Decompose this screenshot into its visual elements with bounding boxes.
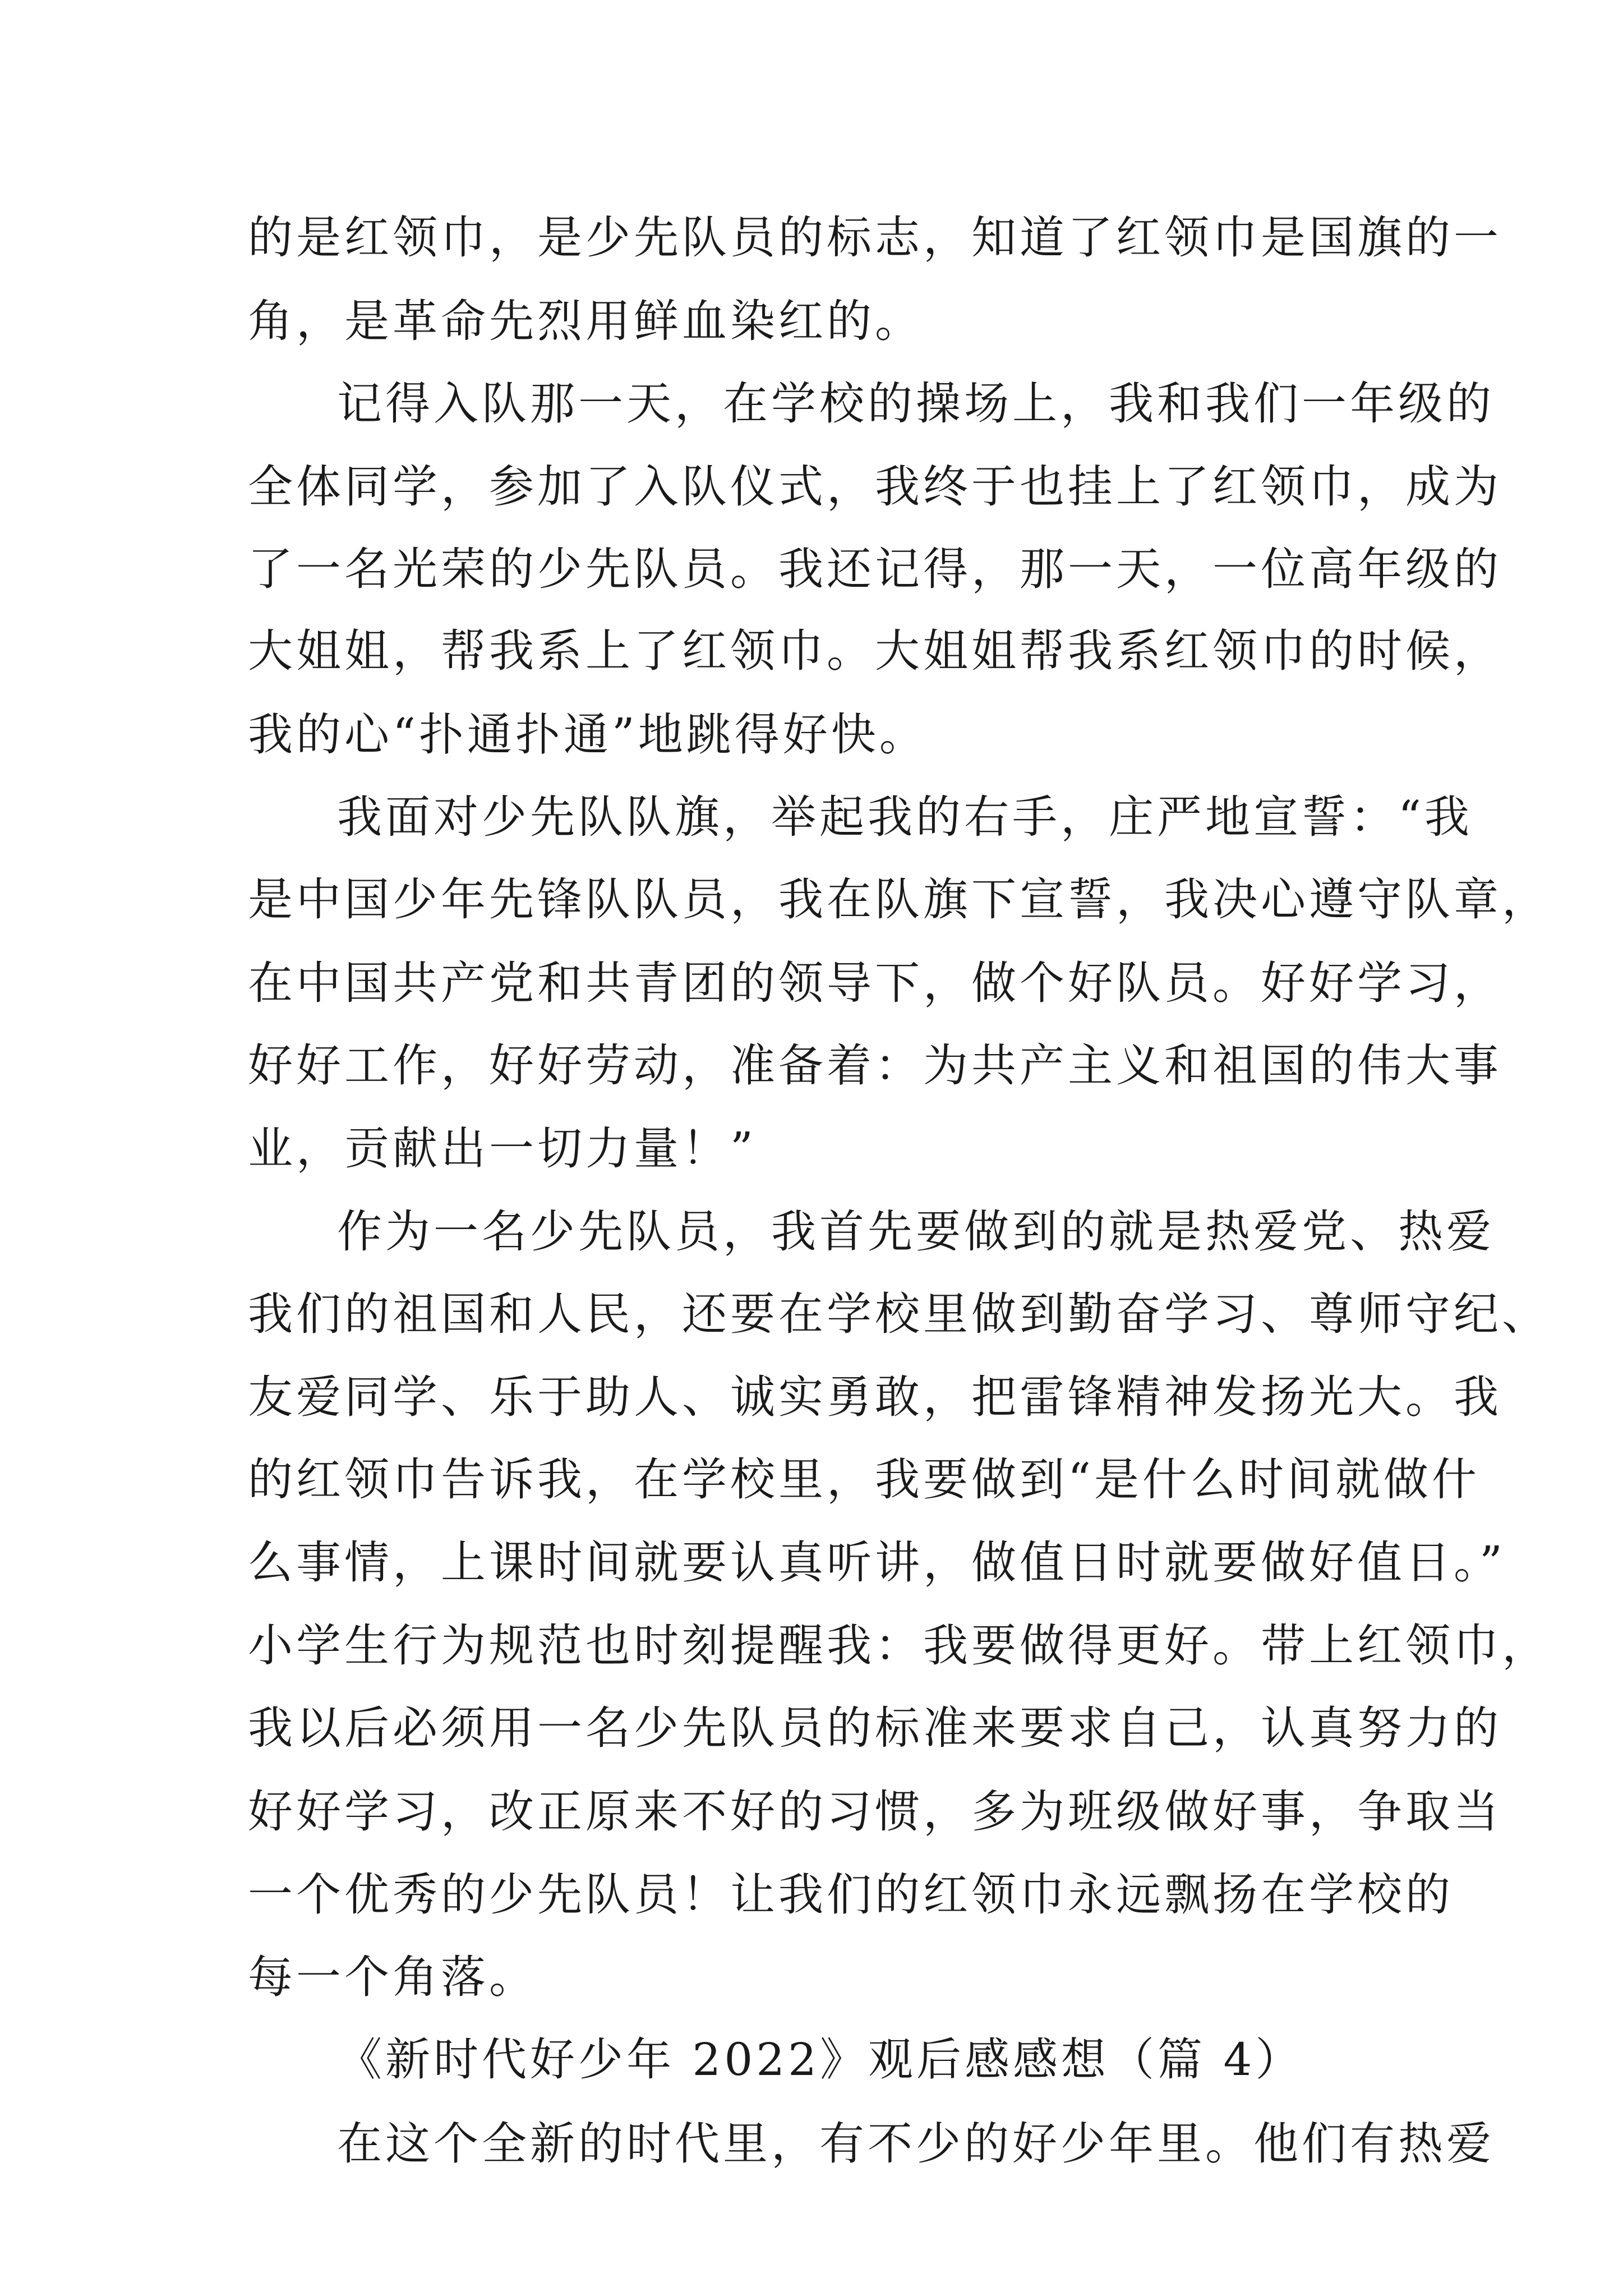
text-line: 一个优秀的少先队员！让我们的红领巾永远飘扬在学校的 (248, 1869, 1454, 1921)
text-line: 的是红领巾，是少先队员的标志，知道了红领巾是国旗的一 (248, 211, 1502, 264)
text-line: 角，是革命先烈用鲜血染红的。 (248, 295, 923, 347)
text-line: 我的心“扑通扑通”地跳得好快。 (248, 708, 928, 761)
text-line: 么事情，上课时间就要认真听讲，做值日时就要做好值日。” (248, 1536, 1506, 1589)
section-heading: 《新时代好少年 2022》观后感感想（篇 4） (337, 2033, 1304, 2086)
text-line: 我们的祖国和人民，还要在学校里做到勤奋学习、尊师守纪、 (248, 1288, 1550, 1340)
text-line: 好好学习，改正原来不好的习惯，多为班级做好事，争取当 (248, 1786, 1502, 1838)
text-line: 全体同学，参加了入队仪式，我终于也挂上了红领巾，成为 (248, 461, 1502, 513)
text-line: 大姐姐，帮我系上了红领巾。大姐姐帮我系红领巾的时候， (248, 625, 1502, 677)
text-line: 的红领巾告诉我，在学校里，我要做到“是什么时间就做什 (248, 1453, 1480, 1506)
paragraph-first-line: 作为一名少先队员，我首先要做到的就是热爱党、热爱 (337, 1205, 1495, 1258)
text-line: 了一名光荣的少先队员。我还记得，那一天，一位高年级的 (248, 543, 1502, 595)
text-line: 小学生行为规范也时刻提醒我：我要做得更好。带上红领巾， (248, 1619, 1550, 1672)
text-line: 友爱同学、乐于助人、诚实勇敢，把雷锋精神发扬光大。我 (248, 1371, 1502, 1423)
paragraph-first-line: 在这个全新的时代里，有不少的好少年里。他们有热爱 (337, 2118, 1495, 2170)
text-line: 是中国少年先锋队队员，我在队旗下宣誓，我决心遵守队章， (248, 873, 1550, 926)
text-line: 好好工作，好好劳动，准备着：为共产主义和祖国的伟大事 (248, 1039, 1502, 1092)
text-line: 我以后必须用一名少先队员的标准来要求自己，认真努力的 (248, 1702, 1502, 1754)
text-line: 在中国共产党和共青团的领导下，做个好队员。好好学习， (248, 957, 1502, 1009)
paragraph-first-line: 我面对少先队队旗，举起我的右手，庄严地宣誓：“我 (337, 791, 1473, 843)
text-line: 每一个角落。 (248, 1951, 537, 2003)
text-line: 业，贡献出一切力量！” (248, 1122, 757, 1175)
paragraph-first-line: 记得入队那一天，在学校的操场上，我和我们一年级的 (337, 378, 1495, 430)
